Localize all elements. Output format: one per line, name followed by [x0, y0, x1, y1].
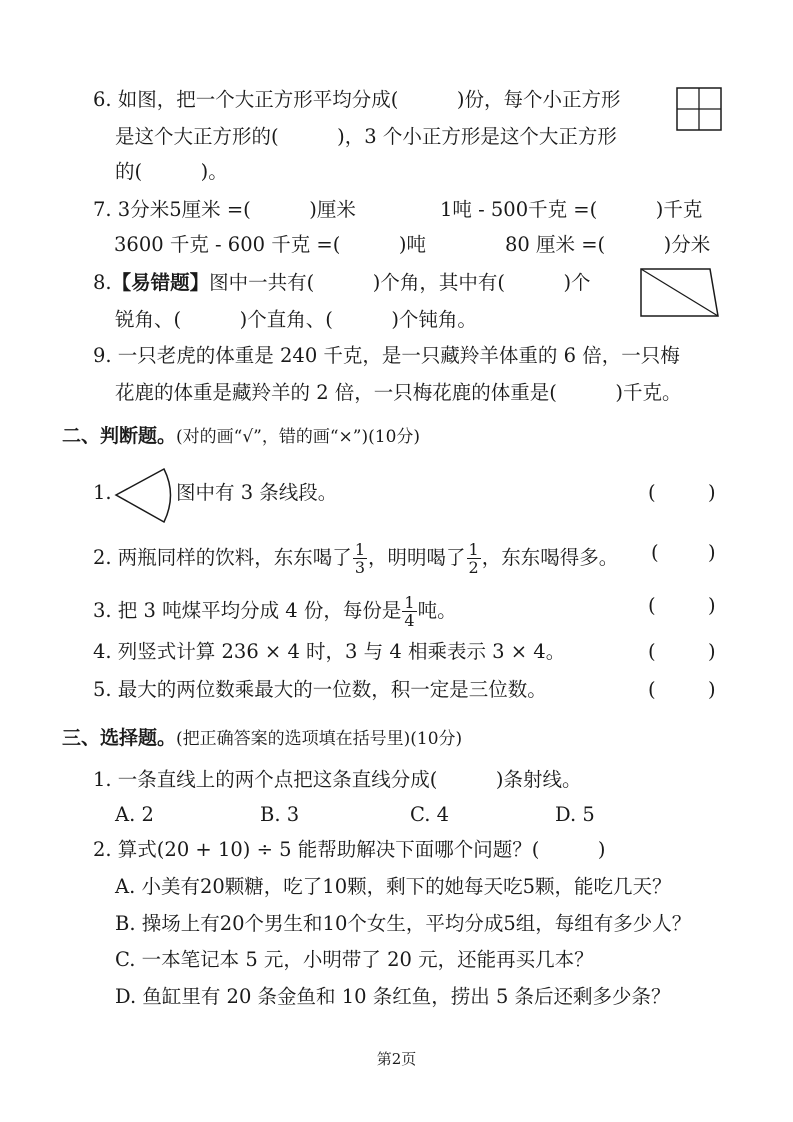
fraction-one-half — [467, 541, 481, 576]
choice-q1: 1. 一条直线上的两个点把这条直线分成( )条射线。 — [93, 768, 582, 791]
error-prone-tag: 【易错题】 — [111, 271, 210, 294]
tf-item-4: 4. 列竖式计算 236 × 4 时，3 与 4 相乘表示 3 × 4。 — [93, 640, 566, 663]
choice-q1-option-a: A. 2 — [115, 803, 154, 826]
choice-q1-option-d: D. 5 — [555, 803, 595, 826]
tf-1-number: 1. — [93, 481, 112, 504]
denominator: 3 — [354, 558, 365, 577]
choice-q2-option-b: B. 操场上有20个男生和10个女生，平均分成5组，每组有多少人？ — [115, 912, 692, 935]
q8-line1 — [93, 271, 591, 295]
answer-bracket-open-3[interactable]: ( — [648, 594, 656, 617]
tf-item-1 — [93, 481, 112, 505]
choice-q1-option-b: B. 3 — [260, 803, 300, 826]
answer-bracket-open-4[interactable]: ( — [648, 640, 656, 663]
tf-3-text-b: 吨。 — [417, 599, 457, 622]
q9-line1: 9. 一只老虎的体重是 240 千克，是一只藏羚羊体重的 6 倍，一只梅 — [93, 344, 680, 367]
choice-q1-option-c: C. 4 — [410, 803, 450, 826]
tf-2-text-a: 2. 两瓶同样的饮料，东东喝了 — [93, 546, 352, 569]
tf-1-text: 图中有 3 条线段。 — [176, 481, 338, 504]
answer-bracket-open-5[interactable]: ( — [648, 678, 656, 701]
numerator: 1 — [354, 540, 365, 559]
tf-item-3 — [93, 594, 457, 629]
answer-bracket-open-2[interactable]: ( — [651, 541, 659, 564]
tf-2-text-b: ，明明喝了 — [368, 546, 466, 569]
section-true-false-title — [62, 424, 420, 449]
page-number: 第2页 — [376, 1050, 417, 1068]
sector-figure — [113, 467, 175, 525]
fraction-one-third — [353, 541, 367, 576]
q8-number: 8. — [93, 271, 112, 294]
q8-line2: 锐角、( )个直角、( )个钝角。 — [115, 308, 477, 331]
q9-line2: 花鹿的体重是藏羚羊的 2 倍，一只梅花鹿的体重是( )千克。 — [115, 381, 682, 404]
square-divided-figure — [676, 87, 722, 131]
answer-bracket-close-1: ) — [708, 481, 716, 504]
fraction-one-quarter — [402, 594, 416, 629]
section-note: (把正确答案的选项填在括号里)(10分) — [176, 729, 463, 749]
choice-q2-option-a: A. 小美有20颗糖，吃了10颗，剩下的她每天吃5颗，能吃几天？ — [115, 875, 672, 898]
section-note: (对的画“√”，错的画“×”)(10分) — [176, 427, 421, 447]
q7-a: 7. 3分米5厘米 =( )厘米 — [93, 198, 356, 221]
q6-line3: 的( )。 — [115, 160, 228, 183]
tf-3-text-a: 3. 把 3 吨煤平均分成 4 份，每份是 — [93, 599, 402, 622]
answer-bracket-close-5: ) — [708, 678, 716, 701]
section-title: 三、选择题。 — [62, 727, 177, 749]
q7-d: 80 厘米 =( )分米 — [505, 233, 711, 256]
q7-b: 1吨 - 500千克 =( )千克 — [440, 198, 703, 221]
tf-2-text-c: ，东东喝得多。 — [481, 546, 619, 569]
section-choice-title — [62, 726, 462, 751]
q6-line1: 6. 如图，把一个大正方形平均分成( )份，每个小正方形 — [93, 88, 621, 111]
answer-bracket-close-3: ) — [708, 594, 716, 617]
trapezoid-figure — [640, 268, 720, 318]
numerator: 1 — [468, 540, 479, 559]
denominator: 2 — [468, 558, 479, 577]
q6-line2: 是这个大正方形的( )，3 个小正方形是这个大正方形 — [115, 125, 617, 148]
choice-q2: 2. 算式(20 + 10) ÷ 5 能帮助解决下面哪个问题？( ) — [93, 838, 606, 861]
numerator: 1 — [404, 593, 415, 612]
denominator: 4 — [404, 611, 415, 630]
answer-bracket-close-2: ) — [708, 541, 716, 564]
section-title: 二、判断题。 — [62, 425, 177, 447]
tf-item-2 — [93, 541, 618, 576]
choice-q2-option-c: C. 一本笔记本 5 元，小明带了 20 元，还能再买几本？ — [115, 948, 594, 971]
choice-q2-option-d: D. 鱼缸里有 20 条金鱼和 10 条红鱼，捞出 5 条后还剩多少条？ — [115, 985, 671, 1008]
q8-text: 图中一共有( )个角，其中有( )个 — [209, 271, 591, 294]
answer-bracket-open-1[interactable]: ( — [648, 481, 656, 504]
q7-c: 3600 千克 - 600 千克 =( )吨 — [114, 233, 426, 256]
tf-item-5: 5. 最大的两位数乘最大的一位数，积一定是三位数。 — [93, 678, 547, 701]
answer-bracket-close-4: ) — [708, 640, 716, 663]
